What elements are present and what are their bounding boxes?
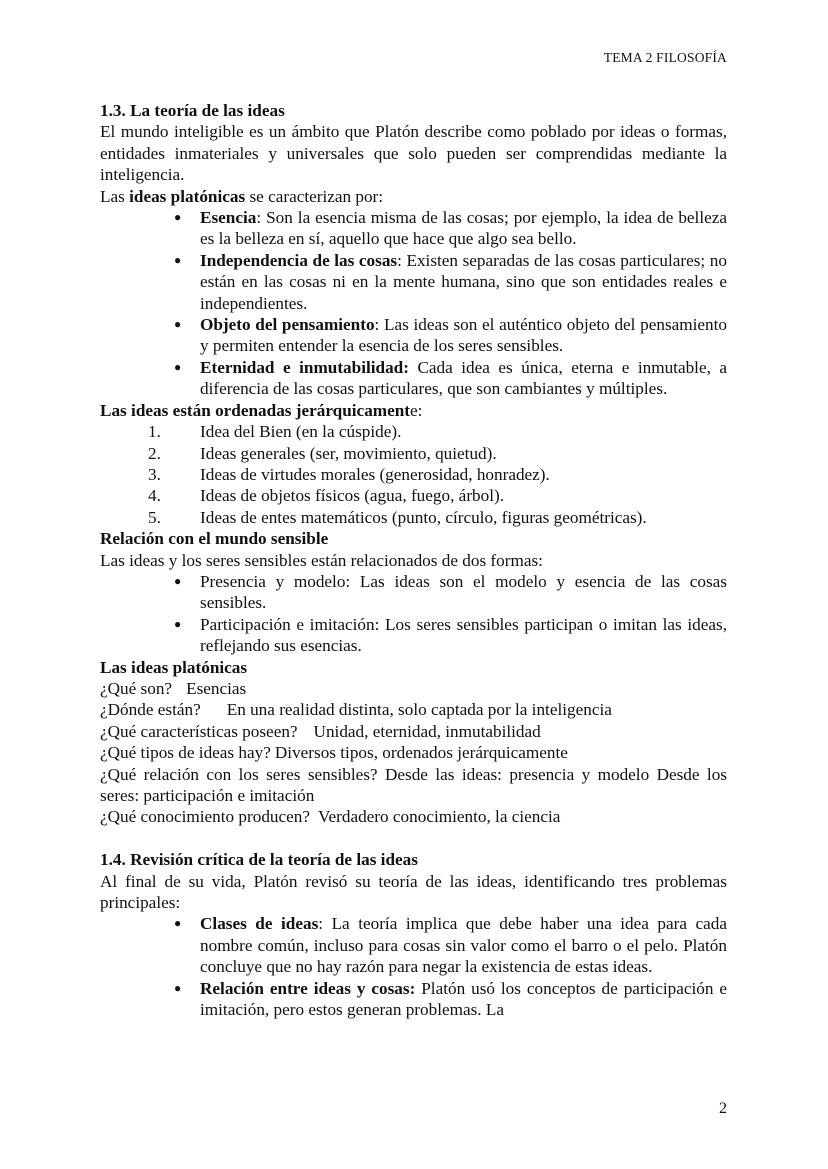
list-item: ● Clases de ideas: La teoría implica que debe haber una idea para cada nombre común, incluso para cosas sin valor como el barro o el pelo. Platón concluye que no hay razón para negar la existencia de estas ideas. bbox=[100, 913, 727, 977]
characteristics-list bbox=[100, 207, 727, 400]
list-item: ● Independencia de las cosas: Existen separadas de las cosas particulares; no están en las cosas ni en la mente humana, sino que son entidades reales e independientes. bbox=[100, 250, 727, 314]
list-item: ● Participación e imitación: Los seres sensibles participan o imitan las ideas, reflejando sus esencias. bbox=[100, 614, 727, 657]
qa-line: ¿Dónde están? En una realidad distinta, solo captada por la inteligencia bbox=[100, 700, 612, 720]
page-header: TEMA 2 FILOSOFÍA bbox=[603, 50, 727, 65]
qa-line: ¿Qué tipos de ideas hay? Diversos tipos, ordenados jerárquicamente bbox=[100, 743, 568, 763]
list-item: 5. Ideas de entes matemáticos (punto, círculo, figuras geométricas). bbox=[148, 507, 647, 527]
subheading: Relación con el mundo sensible bbox=[100, 529, 329, 549]
list-item: 4. Ideas de objetos físicos (agua, fuego, árbol). bbox=[148, 486, 505, 506]
paragraph: Las ideas platónicas se caracterizan por: bbox=[100, 186, 384, 206]
hierarchy-list bbox=[100, 421, 727, 528]
paragraph: Al final de su vida, Platón revisó su teoría de las ideas, identificando tres problemas principales: bbox=[100, 871, 727, 913]
paragraph: El mundo inteligible es un ámbito que Platón describe como poblado por ideas o formas, entidades inmateriales y universales que solo pueden ser comprendidas mediante la inteligencia. bbox=[100, 122, 727, 185]
list-item: ● Objeto del pensamiento: Las ideas son el auténtico objeto del pensamiento y permiten entender la esencia de los seres sensibles. bbox=[100, 314, 727, 357]
problems-list bbox=[100, 913, 727, 1020]
list-item: ● Presencia y modelo: Las ideas son el modelo y esencia de las cosas sensibles. bbox=[100, 571, 727, 614]
document-body bbox=[100, 100, 727, 1020]
list-item: 2. Ideas generales (ser, movimiento, quietud). bbox=[148, 443, 497, 463]
subheading: Las ideas platónicas bbox=[100, 657, 248, 677]
qa-line: ¿Qué características poseen? Unidad, eternidad, inmutabilidad bbox=[100, 721, 541, 741]
page-number: 2 bbox=[719, 1100, 727, 1117]
list-item: ● Relación entre ideas y cosas: Platón usó los conceptos de participación e imitación, pero estos generan problemas. La bbox=[100, 978, 727, 1021]
paragraph: Las ideas están ordenadas jerárquicamente: bbox=[100, 400, 423, 420]
qa-line: ¿Qué relación con los seres sensibles? Desde las ideas: presencia y modelo Desde los seres: participación e imitación bbox=[100, 764, 727, 805]
section-heading: 1.4. Revisión crítica de la teoría de las ideas bbox=[100, 850, 418, 870]
relations-list bbox=[100, 571, 727, 657]
list-item: ● Eternidad e inmutabilidad: Cada idea es única, eterna e inmutable, a diferencia de las cosas particulares, que son cambiantes y múltiples. bbox=[100, 357, 727, 400]
summary-qa bbox=[100, 678, 727, 828]
list-item: 3. Ideas de virtudes morales (generosidad, honradez). bbox=[148, 464, 550, 484]
list-item: ● Esencia: Son la esencia misma de las cosas; por ejemplo, la idea de belleza es la belleza en sí, aquello que hace que algo sea bello. bbox=[100, 207, 727, 250]
qa-line: ¿Qué son? Esencias bbox=[100, 678, 247, 698]
paragraph: Las ideas y los seres sensibles están relacionados de dos formas: bbox=[100, 550, 543, 570]
section-heading: 1.3. La teoría de las ideas bbox=[100, 101, 285, 120]
qa-line: ¿Qué conocimiento producen? Verdadero conocimiento, la ciencia bbox=[100, 807, 561, 827]
list-item: 1. Idea del Bien (en la cúspide). bbox=[148, 422, 402, 442]
